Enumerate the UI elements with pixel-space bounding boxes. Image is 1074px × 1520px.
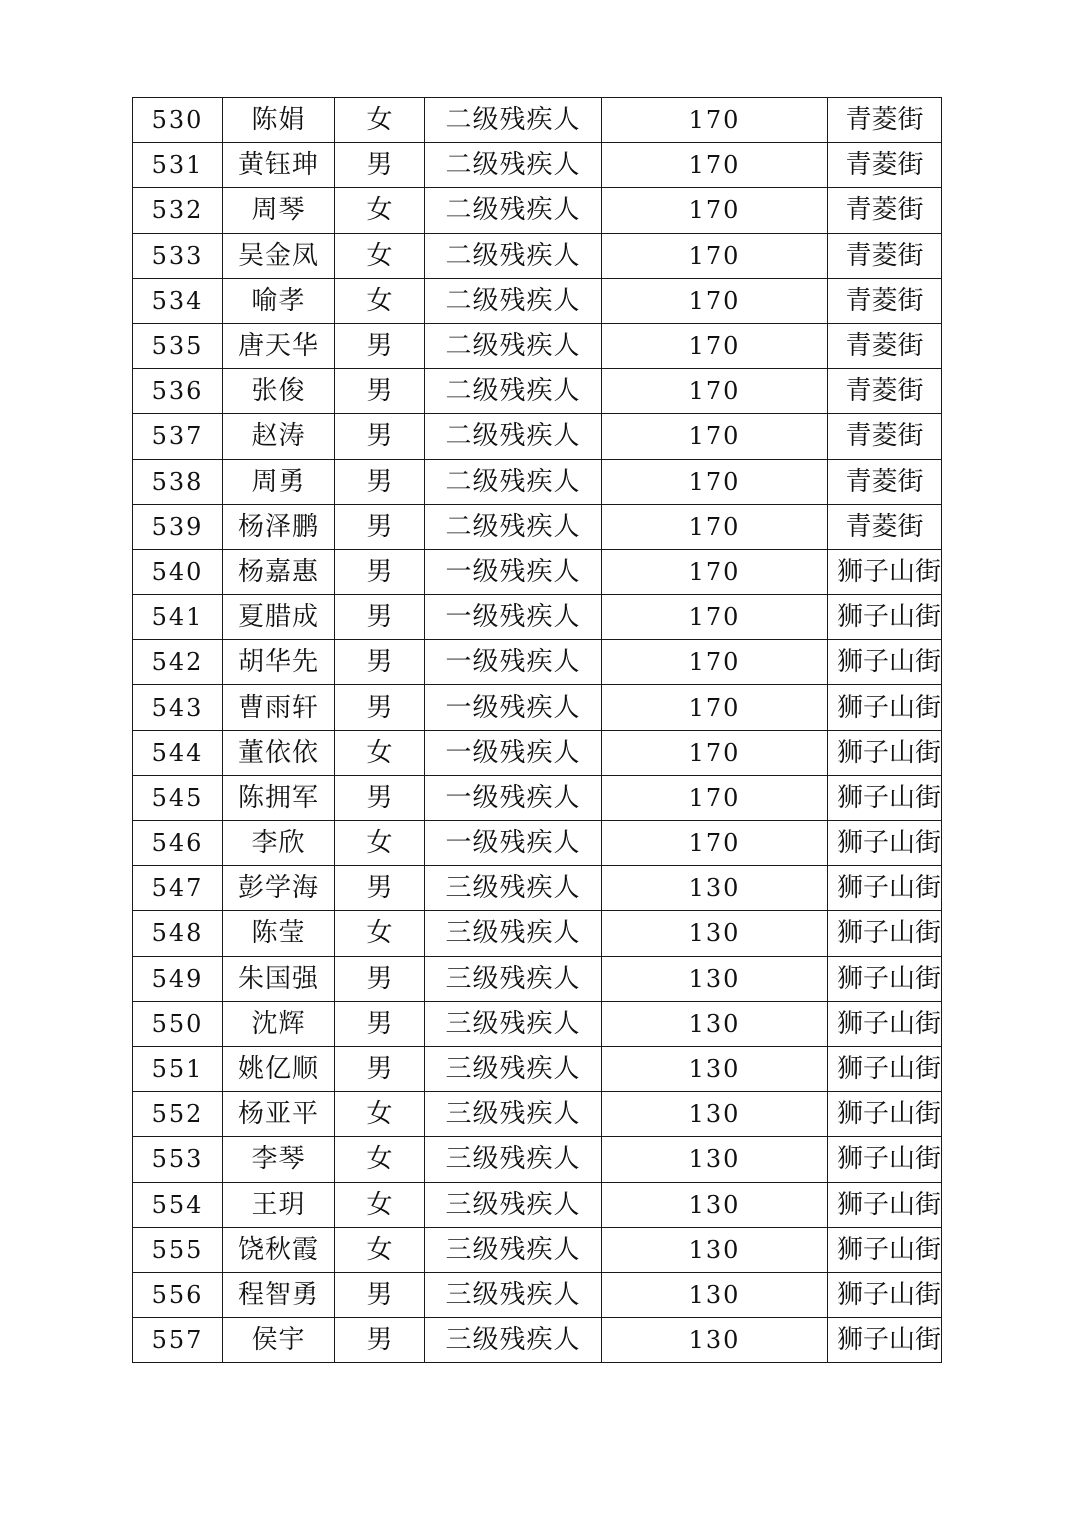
name-cell: 赵涛 — [223, 414, 335, 459]
disability-level-cell: 三级残疾人 — [425, 866, 602, 911]
amount-cell: 170 — [602, 459, 828, 504]
gender-cell: 女 — [335, 278, 425, 323]
street-cell: 青菱街 — [828, 459, 942, 504]
table-row — [133, 685, 942, 730]
table-row — [133, 369, 942, 414]
table-row — [133, 504, 942, 549]
gender-cell: 女 — [335, 1182, 425, 1227]
amount-cell: 130 — [602, 1046, 828, 1091]
table-row — [133, 1137, 942, 1182]
row-number-cell: 555 — [133, 1227, 223, 1272]
amount-cell: 170 — [602, 98, 828, 143]
street-cell: 狮子山街 — [828, 1318, 942, 1363]
table-row — [133, 549, 942, 594]
gender-cell: 男 — [335, 956, 425, 1001]
disability-level-cell: 三级残疾人 — [425, 1227, 602, 1272]
street-cell: 狮子山街 — [828, 1182, 942, 1227]
amount-cell: 130 — [602, 1227, 828, 1272]
table-row — [133, 866, 942, 911]
table-row — [133, 1001, 942, 1046]
disability-level-cell: 三级残疾人 — [425, 1001, 602, 1046]
disability-level-cell: 二级残疾人 — [425, 369, 602, 414]
table-row — [133, 1227, 942, 1272]
disability-level-cell: 三级残疾人 — [425, 1092, 602, 1137]
street-cell: 青菱街 — [828, 504, 942, 549]
table-row — [133, 1092, 942, 1137]
name-cell: 唐天华 — [223, 323, 335, 368]
gender-cell: 男 — [335, 504, 425, 549]
row-number-cell: 556 — [133, 1272, 223, 1317]
name-cell: 杨嘉惠 — [223, 549, 335, 594]
row-number-cell: 549 — [133, 956, 223, 1001]
disability-level-cell: 二级残疾人 — [425, 504, 602, 549]
street-cell: 狮子山街 — [828, 549, 942, 594]
disability-level-cell: 二级残疾人 — [425, 459, 602, 504]
gender-cell: 女 — [335, 233, 425, 278]
table-row — [133, 821, 942, 866]
gender-cell: 男 — [335, 685, 425, 730]
row-number-cell: 541 — [133, 595, 223, 640]
street-cell: 狮子山街 — [828, 956, 942, 1001]
row-number-cell: 530 — [133, 98, 223, 143]
name-cell: 吴金凤 — [223, 233, 335, 278]
gender-cell: 女 — [335, 1137, 425, 1182]
name-cell: 侯宇 — [223, 1318, 335, 1363]
street-cell: 狮子山街 — [828, 1272, 942, 1317]
name-cell: 程智勇 — [223, 1272, 335, 1317]
street-cell: 狮子山街 — [828, 595, 942, 640]
name-cell: 董依依 — [223, 730, 335, 775]
row-number-cell: 544 — [133, 730, 223, 775]
row-number-cell: 538 — [133, 459, 223, 504]
disability-level-cell: 三级残疾人 — [425, 956, 602, 1001]
row-number-cell: 557 — [133, 1318, 223, 1363]
amount-cell: 170 — [602, 775, 828, 820]
disability-level-cell: 三级残疾人 — [425, 1137, 602, 1182]
table-row — [133, 956, 942, 1001]
amount-cell: 170 — [602, 504, 828, 549]
table-row — [133, 640, 942, 685]
street-cell: 狮子山街 — [828, 730, 942, 775]
row-number-cell: 543 — [133, 685, 223, 730]
amount-cell: 130 — [602, 1182, 828, 1227]
table-row — [133, 459, 942, 504]
amount-cell: 130 — [602, 911, 828, 956]
row-number-cell: 531 — [133, 143, 223, 188]
disability-level-cell: 二级残疾人 — [425, 414, 602, 459]
street-cell: 青菱街 — [828, 369, 942, 414]
table-row — [133, 414, 942, 459]
street-cell: 狮子山街 — [828, 685, 942, 730]
table-row — [133, 1046, 942, 1091]
street-cell: 狮子山街 — [828, 775, 942, 820]
street-cell: 狮子山街 — [828, 911, 942, 956]
row-number-cell: 552 — [133, 1092, 223, 1137]
disability-level-cell: 一级残疾人 — [425, 640, 602, 685]
disability-level-cell: 三级残疾人 — [425, 1318, 602, 1363]
amount-cell: 170 — [602, 640, 828, 685]
row-number-cell: 534 — [133, 278, 223, 323]
table-row — [133, 98, 942, 143]
gender-cell: 男 — [335, 323, 425, 368]
amount-cell: 130 — [602, 1137, 828, 1182]
street-cell: 青菱街 — [828, 143, 942, 188]
street-cell: 狮子山街 — [828, 866, 942, 911]
amount-cell: 170 — [602, 821, 828, 866]
amount-cell: 130 — [602, 956, 828, 1001]
disability-level-cell: 二级残疾人 — [425, 233, 602, 278]
name-cell: 沈辉 — [223, 1001, 335, 1046]
table-row — [133, 1318, 942, 1363]
name-cell: 王玥 — [223, 1182, 335, 1227]
gender-cell: 女 — [335, 911, 425, 956]
table-row — [133, 323, 942, 368]
name-cell: 曹雨轩 — [223, 685, 335, 730]
disability-level-cell: 一级残疾人 — [425, 775, 602, 820]
row-number-cell: 542 — [133, 640, 223, 685]
gender-cell: 男 — [335, 414, 425, 459]
amount-cell: 170 — [602, 369, 828, 414]
disability-level-cell: 三级残疾人 — [425, 1182, 602, 1227]
table-row — [133, 775, 942, 820]
table-row — [133, 730, 942, 775]
gender-cell: 男 — [335, 1272, 425, 1317]
amount-cell: 170 — [602, 730, 828, 775]
street-cell: 狮子山街 — [828, 640, 942, 685]
street-cell: 青菱街 — [828, 188, 942, 233]
amount-cell: 130 — [602, 1318, 828, 1363]
disability-level-cell: 三级残疾人 — [425, 1046, 602, 1091]
gender-cell: 女 — [335, 1227, 425, 1272]
name-cell: 李欣 — [223, 821, 335, 866]
row-number-cell: 537 — [133, 414, 223, 459]
amount-cell: 170 — [602, 188, 828, 233]
gender-cell: 女 — [335, 188, 425, 233]
gender-cell: 女 — [335, 821, 425, 866]
street-cell: 狮子山街 — [828, 821, 942, 866]
name-cell: 陈拥军 — [223, 775, 335, 820]
name-cell: 饶秋霞 — [223, 1227, 335, 1272]
row-number-cell: 551 — [133, 1046, 223, 1091]
row-number-cell: 550 — [133, 1001, 223, 1046]
name-cell: 夏腊成 — [223, 595, 335, 640]
row-number-cell: 540 — [133, 549, 223, 594]
amount-cell: 130 — [602, 1001, 828, 1046]
name-cell: 周琴 — [223, 188, 335, 233]
amount-cell: 170 — [602, 685, 828, 730]
table-row — [133, 1272, 942, 1317]
amount-cell: 130 — [602, 1272, 828, 1317]
gender-cell: 女 — [335, 98, 425, 143]
disability-level-cell: 二级残疾人 — [425, 278, 602, 323]
disability-level-cell: 一级残疾人 — [425, 595, 602, 640]
disability-subsidy-table — [132, 97, 942, 1363]
row-number-cell: 536 — [133, 369, 223, 414]
gender-cell: 男 — [335, 866, 425, 911]
name-cell: 胡华先 — [223, 640, 335, 685]
name-cell: 彭学海 — [223, 866, 335, 911]
table-row — [133, 143, 942, 188]
table-row — [133, 278, 942, 323]
amount-cell: 170 — [602, 143, 828, 188]
name-cell: 姚亿顺 — [223, 1046, 335, 1091]
row-number-cell: 533 — [133, 233, 223, 278]
gender-cell: 男 — [335, 1046, 425, 1091]
street-cell: 青菱街 — [828, 98, 942, 143]
name-cell: 喻孝 — [223, 278, 335, 323]
table-row — [133, 911, 942, 956]
row-number-cell: 532 — [133, 188, 223, 233]
table-row — [133, 595, 942, 640]
name-cell: 陈娟 — [223, 98, 335, 143]
name-cell: 黄钰珅 — [223, 143, 335, 188]
row-number-cell: 535 — [133, 323, 223, 368]
row-number-cell: 545 — [133, 775, 223, 820]
street-cell: 狮子山街 — [828, 1227, 942, 1272]
row-number-cell: 548 — [133, 911, 223, 956]
amount-cell: 170 — [602, 278, 828, 323]
amount-cell: 170 — [602, 414, 828, 459]
table-body — [133, 98, 942, 1363]
street-cell: 青菱街 — [828, 414, 942, 459]
street-cell: 青菱街 — [828, 278, 942, 323]
gender-cell: 男 — [335, 775, 425, 820]
name-cell: 李琴 — [223, 1137, 335, 1182]
gender-cell: 男 — [335, 1318, 425, 1363]
street-cell: 青菱街 — [828, 233, 942, 278]
street-cell: 狮子山街 — [828, 1001, 942, 1046]
gender-cell: 男 — [335, 595, 425, 640]
street-cell: 青菱街 — [828, 323, 942, 368]
disability-level-cell: 一级残疾人 — [425, 685, 602, 730]
gender-cell: 女 — [335, 730, 425, 775]
street-cell: 狮子山街 — [828, 1137, 942, 1182]
name-cell: 朱国强 — [223, 956, 335, 1001]
amount-cell: 170 — [602, 323, 828, 368]
row-number-cell: 553 — [133, 1137, 223, 1182]
table-row — [133, 233, 942, 278]
gender-cell: 男 — [335, 143, 425, 188]
gender-cell: 男 — [335, 640, 425, 685]
table-row — [133, 1182, 942, 1227]
table-row — [133, 188, 942, 233]
street-cell: 狮子山街 — [828, 1092, 942, 1137]
disability-level-cell: 三级残疾人 — [425, 1272, 602, 1317]
disability-level-cell: 一级残疾人 — [425, 730, 602, 775]
row-number-cell: 539 — [133, 504, 223, 549]
name-cell: 杨亚平 — [223, 1092, 335, 1137]
row-number-cell: 554 — [133, 1182, 223, 1227]
name-cell: 杨泽鹏 — [223, 504, 335, 549]
disability-level-cell: 三级残疾人 — [425, 911, 602, 956]
amount-cell: 130 — [602, 1092, 828, 1137]
disability-level-cell: 二级残疾人 — [425, 188, 602, 233]
disability-level-cell: 一级残疾人 — [425, 549, 602, 594]
gender-cell: 男 — [335, 369, 425, 414]
disability-level-cell: 二级残疾人 — [425, 98, 602, 143]
gender-cell: 男 — [335, 459, 425, 504]
amount-cell: 170 — [602, 549, 828, 594]
disability-level-cell: 二级残疾人 — [425, 143, 602, 188]
amount-cell: 170 — [602, 595, 828, 640]
name-cell: 周勇 — [223, 459, 335, 504]
amount-cell: 170 — [602, 233, 828, 278]
row-number-cell: 546 — [133, 821, 223, 866]
disability-level-cell: 一级残疾人 — [425, 821, 602, 866]
gender-cell: 女 — [335, 1092, 425, 1137]
disability-level-cell: 二级残疾人 — [425, 323, 602, 368]
name-cell: 张俊 — [223, 369, 335, 414]
row-number-cell: 547 — [133, 866, 223, 911]
amount-cell: 130 — [602, 866, 828, 911]
street-cell: 狮子山街 — [828, 1046, 942, 1091]
gender-cell: 男 — [335, 1001, 425, 1046]
name-cell: 陈莹 — [223, 911, 335, 956]
gender-cell: 男 — [335, 549, 425, 594]
